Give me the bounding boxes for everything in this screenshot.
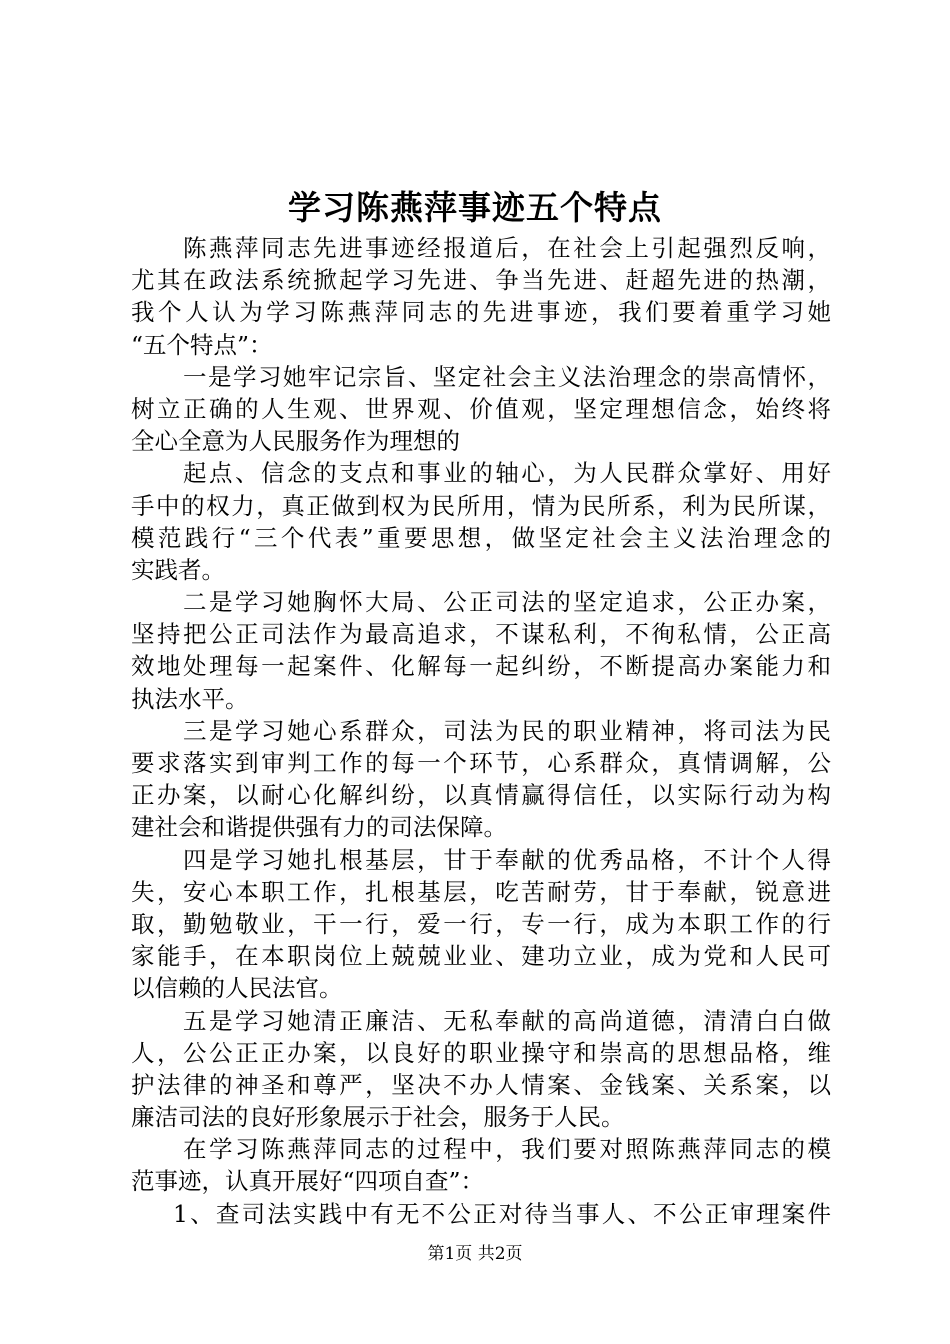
text-line: 护法律的神圣和尊严，坚决不办人情案、金钱案、关系案，以 <box>131 1070 831 1099</box>
text-line: 五是学习她清正廉洁、无私奉献的高尚道德，清清白白做 <box>183 1006 831 1035</box>
text-line: 尤其在政法系统掀起学习先进、争当先进、赶超先进的热潮， <box>131 266 831 295</box>
page-footer: 第1页 共2页 <box>427 1244 523 1264</box>
document-title: 学习陈燕萍事迹五个特点 <box>288 188 662 227</box>
text-line: 范事迹，认真开展好“四项自查”： <box>131 1167 485 1196</box>
text-line: 要求落实到审判工作的每一个环节，心系群众，真情调解，公 <box>131 749 831 777</box>
text-line: 实践者。 <box>131 555 225 584</box>
text-line: 二是学习她胸怀大局、公正司法的坚定追求，公正办案， <box>183 588 831 617</box>
text-line: 效地处理每一起案件、化解每一起纠纷，不断提高办案能力和 <box>131 652 831 681</box>
text-line: 廉洁司法的良好形象展示于社会，服务于人民。 <box>131 1103 625 1132</box>
text-line: 模范践行“三个代表”重要思想，做坚定社会主义法治理念的 <box>131 523 831 552</box>
text-line: 失，安心本职工作，扎根基层，吃苦耐劳，甘于奉献，锐意进 <box>131 877 831 906</box>
text-line: 树立正确的人生观、世界观、价值观，坚定理想信念，始终将 <box>131 394 831 423</box>
text-line: 建社会和谐提供强有力的司法保障。 <box>131 813 507 842</box>
text-line: 起点、信念的支点和事业的轴心，为人民群众掌好、用好 <box>183 459 831 488</box>
text-line: 1、查司法实践中有无不公正对待当事人、不公正审理案件 <box>173 1199 831 1228</box>
text-line: 陈燕萍同志先进事迹经报道后，在社会上引起强烈反响， <box>183 234 831 262</box>
text-line: 一是学习她牢记宗旨、坚定社会主义法治理念的崇高情怀， <box>183 362 831 391</box>
text-line: 四是学习她扎根基层，甘于奉献的优秀品格，不计个人得 <box>183 845 831 874</box>
text-line: 手中的权力，真正做到权为民所用，情为民所系，利为民所谋， <box>131 491 831 520</box>
text-line: 我个人认为学习陈燕萍同志的先进事迹，我们要着重学习她 <box>131 298 831 327</box>
text-line: 家能手，在本职岗位上兢兢业业、建功立业，成为党和人民可 <box>131 942 831 971</box>
text-line: “五个特点”： <box>131 330 273 359</box>
text-line: 三是学习她心系群众，司法为民的职业精神，将司法为民 <box>183 716 831 745</box>
text-line: 人，公公正正办案，以良好的职业操守和崇高的思想品格，维 <box>131 1038 831 1067</box>
text-line: 以信赖的人民法官。 <box>131 974 343 1003</box>
text-line: 在学习陈燕萍同志的过程中，我们要对照陈燕萍同志的模 <box>183 1135 831 1164</box>
text-line: 正办案，以耐心化解纠纷，以真情赢得信任，以实际行动为构 <box>131 781 831 810</box>
text-line: 执法水平。 <box>131 684 249 713</box>
text-line: 坚持把公正司法作为最高追求，不谋私利，不徇私情，公正高 <box>131 620 831 649</box>
document-body <box>131 232 831 1230</box>
text-line: 取，勤勉敬业，干一行，爱一行，专一行，成为本职工作的行 <box>131 909 831 938</box>
text-line: 全心全意为人民服务作为理想的 <box>131 427 460 456</box>
